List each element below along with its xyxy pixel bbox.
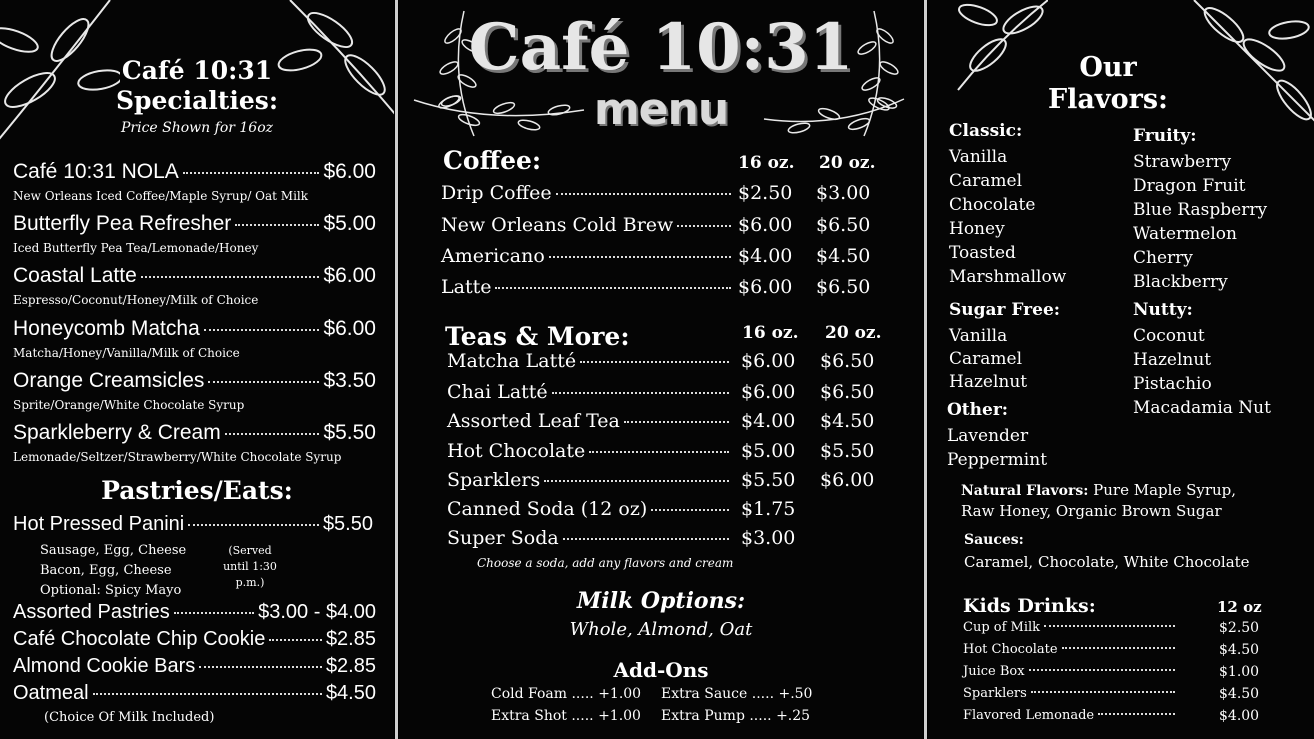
dot-leader xyxy=(269,639,322,641)
menu-item xyxy=(13,212,376,236)
price-20oz: $3.00 xyxy=(816,182,871,204)
menu-item xyxy=(13,682,376,705)
classic-flavor-item: Marshmallow xyxy=(949,267,1067,287)
kids-drink-item xyxy=(963,686,1179,701)
main-menu-panel xyxy=(399,0,923,739)
dot-leader xyxy=(563,538,729,540)
menu-item xyxy=(441,245,735,267)
nutty-flavor-item: Coconut xyxy=(1133,326,1205,346)
price-16oz: $6.00 xyxy=(738,276,793,298)
dot-leader xyxy=(1031,691,1175,693)
kids-drink-item xyxy=(963,620,1179,635)
menu-item xyxy=(13,160,376,184)
item-name: Sparklers xyxy=(447,469,541,491)
item-name: Canned Soda (12 oz) xyxy=(447,498,648,520)
item-description: Espresso/Coconut/Honey/Milk of Choice xyxy=(13,293,259,307)
menu-heading: menu xyxy=(593,84,729,135)
addon-price: +1.00 xyxy=(598,686,642,702)
fruity-flavor-item: Blue Raspberry xyxy=(1133,200,1268,220)
specialties-title: Café 10:31 Specialties: xyxy=(115,56,279,115)
item-name: Hot Chocolate xyxy=(963,642,1058,657)
item-price: $2.85 xyxy=(325,655,376,677)
teas-size-20: 20 oz. xyxy=(825,323,882,343)
item-description: Lemonade/Seltzer/Strawberry/White Chocolate Syrup xyxy=(13,450,342,464)
sugarfree-flavor-item: Hazelnut xyxy=(949,372,1028,392)
dot-leader xyxy=(1044,625,1175,627)
classic-flavor-item: Honey xyxy=(949,219,1005,239)
teas-size-16: 16 oz. xyxy=(742,323,799,343)
fruity-flavor-item: Blackberry xyxy=(1133,272,1228,292)
item-price: $4.50 xyxy=(325,682,376,704)
dot-leader xyxy=(556,193,731,195)
dot-leader xyxy=(549,256,731,258)
dot-leader xyxy=(544,480,729,482)
item-price: $1.00 xyxy=(1219,664,1260,680)
other-flavor-item: Lavender xyxy=(947,426,1029,446)
sauces-label: Sauces: xyxy=(964,532,1024,548)
sugarfree-flavor-item: Caramel xyxy=(949,349,1023,369)
price-20oz: $4.50 xyxy=(820,410,875,432)
addon-item xyxy=(661,686,812,702)
price-16oz: $6.00 xyxy=(741,350,796,372)
item-price: $3.50 xyxy=(323,369,376,392)
menu-item xyxy=(447,381,733,403)
price-20oz: $6.00 xyxy=(820,469,875,491)
nutty-flavor-title: Nutty: xyxy=(1133,300,1193,320)
item-price: $6.00 xyxy=(323,264,376,287)
fruity-flavor-title: Fruity: xyxy=(1133,126,1197,146)
price-16oz: $5.50 xyxy=(741,469,796,491)
menu-item xyxy=(13,264,376,288)
item-name: Flavored Lemonade xyxy=(963,708,1095,723)
menu-item xyxy=(447,440,733,462)
panini-options: Sausage, Egg, Cheese Bacon, Egg, Cheese Optional: Spicy Mayo xyxy=(40,543,187,598)
addon-item xyxy=(661,708,810,724)
addons-title: Add-Ons xyxy=(613,658,709,682)
item-price: $3.00 - $4.00 xyxy=(258,601,376,623)
classic-flavor-item: Chocolate xyxy=(949,195,1036,215)
price-16oz: $5.00 xyxy=(741,440,796,462)
kids-drink-item xyxy=(963,664,1179,679)
price-16oz: $2.50 xyxy=(738,182,793,204)
soda-note: Choose a soda, add any flavors and cream xyxy=(477,556,734,570)
item-name: Juice Box xyxy=(963,664,1025,679)
item-price: $5.00 xyxy=(323,212,376,235)
addon-price: +.25 xyxy=(776,708,811,724)
dot-leader xyxy=(93,693,322,695)
nutty-flavor-item: Hazelnut xyxy=(1133,350,1212,370)
dot-leader xyxy=(199,666,322,668)
price-16oz: $4.00 xyxy=(738,245,793,267)
item-name: Chai Latté xyxy=(447,381,548,403)
fruity-flavor-item: Dragon Fruit xyxy=(1133,176,1246,196)
item-description: Iced Butterfly Pea Tea/Lemonade/Honey xyxy=(13,241,259,255)
item-name: Assorted Leaf Tea xyxy=(447,410,620,432)
item-name: Butterfly Pea Refresher xyxy=(13,212,232,235)
addon-separator: ..... xyxy=(744,708,777,724)
addon-item xyxy=(491,686,641,702)
natural-flavors-text: Pure Maple Syrup, xyxy=(1093,481,1237,499)
menu-item xyxy=(441,182,735,204)
item-description: Matcha/Honey/Vanilla/Milk of Choice xyxy=(13,346,240,360)
dot-leader xyxy=(141,276,320,278)
item-description: Sprite/Orange/White Chocolate Syrup xyxy=(13,398,245,412)
natural-flavors xyxy=(961,481,1236,499)
milk-options-title: Milk Options: xyxy=(576,588,746,614)
item-name: Honeycomb Matcha xyxy=(13,317,200,340)
dot-leader xyxy=(1098,713,1175,715)
item-name: Hot Chocolate xyxy=(447,440,586,462)
addon-price: +1.00 xyxy=(598,708,641,724)
item-name: Assorted Pastries xyxy=(13,601,170,623)
addon-separator: ..... xyxy=(566,708,599,724)
price-16oz: $1.75 xyxy=(741,498,796,520)
dot-leader xyxy=(1062,647,1175,649)
item-name: Sparklers xyxy=(963,686,1027,701)
item-name: New Orleans Cold Brew xyxy=(441,214,674,236)
item-name: Oatmeal xyxy=(13,682,89,704)
price-20oz: $6.50 xyxy=(816,214,871,236)
classic-flavor-title: Classic: xyxy=(949,121,1023,141)
menu-item xyxy=(447,527,733,549)
dot-leader xyxy=(1029,669,1175,671)
kids-drinks-title: Kids Drinks: xyxy=(963,595,1096,617)
menu-item-panini: Hot Pressed Panini $5.50 xyxy=(13,513,373,535)
menu-item xyxy=(447,498,733,520)
dot-leader xyxy=(651,509,729,511)
fruity-flavor-item: Strawberry xyxy=(1133,152,1232,172)
addon-name: Extra Pump xyxy=(661,708,745,724)
item-price: $6.00 xyxy=(323,317,376,340)
dot-leader xyxy=(677,225,731,227)
menu-item xyxy=(441,214,735,236)
coffee-title: Coffee: xyxy=(443,146,542,175)
item-price: $4.00 xyxy=(1219,708,1260,724)
addon-item xyxy=(491,708,641,724)
sugarfree-flavor-item: Vanilla xyxy=(949,326,1008,346)
item-name: Drip Coffee xyxy=(441,182,552,204)
dot-leader xyxy=(580,361,729,363)
dot-leader xyxy=(552,392,729,394)
dot-leader xyxy=(589,451,729,453)
menu-item xyxy=(447,410,733,432)
price-20oz: $6.50 xyxy=(820,350,875,372)
item-name: Café 10:31 NOLA xyxy=(13,160,179,183)
item-price: $5.50 xyxy=(323,421,376,444)
item-name: Matcha Latté xyxy=(447,350,577,372)
menu-item xyxy=(13,655,376,678)
oatmeal-note: (Choice Of Milk Included) xyxy=(44,710,215,725)
menu-item xyxy=(13,317,376,341)
item-price: $4.50 xyxy=(1219,686,1260,702)
kids-drink-item xyxy=(963,708,1179,723)
classic-flavor-item: Caramel xyxy=(949,171,1023,191)
price-20oz: $5.50 xyxy=(820,440,875,462)
addon-name: Extra Shot xyxy=(491,708,567,724)
dot-leader xyxy=(208,381,319,383)
dot-leader xyxy=(174,612,254,614)
other-flavor-title: Other: xyxy=(947,400,1009,420)
kids-size: 12 oz xyxy=(1217,598,1262,616)
nutty-flavor-item: Macadamia Nut xyxy=(1133,398,1271,418)
addon-price: +.50 xyxy=(778,686,813,702)
item-price: $4.50 xyxy=(1219,642,1260,658)
item-name: Cup of Milk xyxy=(963,620,1041,635)
menu-item xyxy=(13,601,376,624)
fruity-flavor-item: Cherry xyxy=(1133,248,1193,268)
item-name: Almond Cookie Bars xyxy=(13,655,196,677)
price-16oz: $3.00 xyxy=(741,527,796,549)
kids-drink-item xyxy=(963,642,1179,657)
panini-served-note: (Served until 1:30 p.m.) xyxy=(223,544,277,589)
specialties-panel xyxy=(0,0,394,739)
addon-name: Extra Sauce xyxy=(661,686,748,702)
menu-item xyxy=(13,628,376,651)
classic-flavor-item: Vanilla xyxy=(949,147,1008,167)
menu-item xyxy=(13,421,376,445)
price-20oz: $6.50 xyxy=(820,381,875,403)
fruity-flavor-item: Watermelon xyxy=(1133,224,1237,244)
menu-item xyxy=(447,469,733,491)
coffee-size-16: 16 oz. xyxy=(738,153,795,173)
brand-title: Café 10:31 xyxy=(468,10,854,85)
dot-leader xyxy=(183,172,320,174)
botanical-leaves-icon xyxy=(948,0,1048,100)
teas-title: Teas & More: xyxy=(445,322,630,351)
sugarfree-flavor-title: Sugar Free: xyxy=(949,300,1061,320)
price-20oz: $6.50 xyxy=(816,276,871,298)
dot-leader xyxy=(235,224,319,226)
menu-item xyxy=(447,350,733,372)
item-name: Café Chocolate Chip Cookie xyxy=(13,628,266,650)
item-description: New Orleans Iced Coffee/Maple Syrup/ Oat Milk xyxy=(13,189,309,203)
item-price: $2.85 xyxy=(325,628,376,650)
flavors-panel xyxy=(928,0,1314,739)
price-note: Price Shown for 16oz xyxy=(120,120,274,136)
price-16oz: $4.00 xyxy=(741,410,796,432)
item-name: Americano xyxy=(441,245,545,267)
dot-leader xyxy=(624,421,729,423)
item-price: $2.50 xyxy=(1219,620,1260,636)
dot-leader xyxy=(204,329,320,331)
addon-name: Cold Foam xyxy=(491,686,568,702)
milk-options-list: Whole, Almond, Oat xyxy=(569,619,753,640)
addon-separator: ..... xyxy=(747,686,779,702)
botanical-leaves-icon xyxy=(1184,0,1314,150)
pastries-title: Pastries/Eats: xyxy=(101,476,293,505)
item-name: Sparkleberry & Cream xyxy=(13,421,221,444)
price-16oz: $6.00 xyxy=(738,214,793,236)
item-name: Orange Creamsicles xyxy=(13,369,205,392)
price-20oz: $4.50 xyxy=(816,245,871,267)
other-flavor-item: Peppermint xyxy=(947,450,1048,470)
item-name: Super Soda xyxy=(447,527,559,549)
sauces-text: Caramel, Chocolate, White Chocolate xyxy=(964,553,1250,571)
coffee-size-20: 20 oz. xyxy=(819,153,876,173)
menu-item xyxy=(441,276,735,298)
item-name: Coastal Latte xyxy=(13,264,137,287)
classic-flavor-item: Toasted xyxy=(949,243,1016,263)
addon-separator: ..... xyxy=(567,686,599,702)
price-16oz: $6.00 xyxy=(741,381,796,403)
item-price: $6.00 xyxy=(323,160,376,183)
dot-leader xyxy=(225,433,320,435)
natural-flavors-label: Natural Flavors: xyxy=(961,483,1089,499)
dot-leader xyxy=(495,287,731,289)
item-name: Latte xyxy=(441,276,492,298)
menu-item xyxy=(13,369,376,393)
nutty-flavor-item: Pistachio xyxy=(1133,374,1212,394)
natural-flavors-text-2: Raw Honey, Organic Brown Sugar xyxy=(961,502,1222,520)
flavors-title: Our Flavors: xyxy=(1047,52,1168,115)
panel-divider xyxy=(395,0,398,739)
panel-divider xyxy=(924,0,927,739)
